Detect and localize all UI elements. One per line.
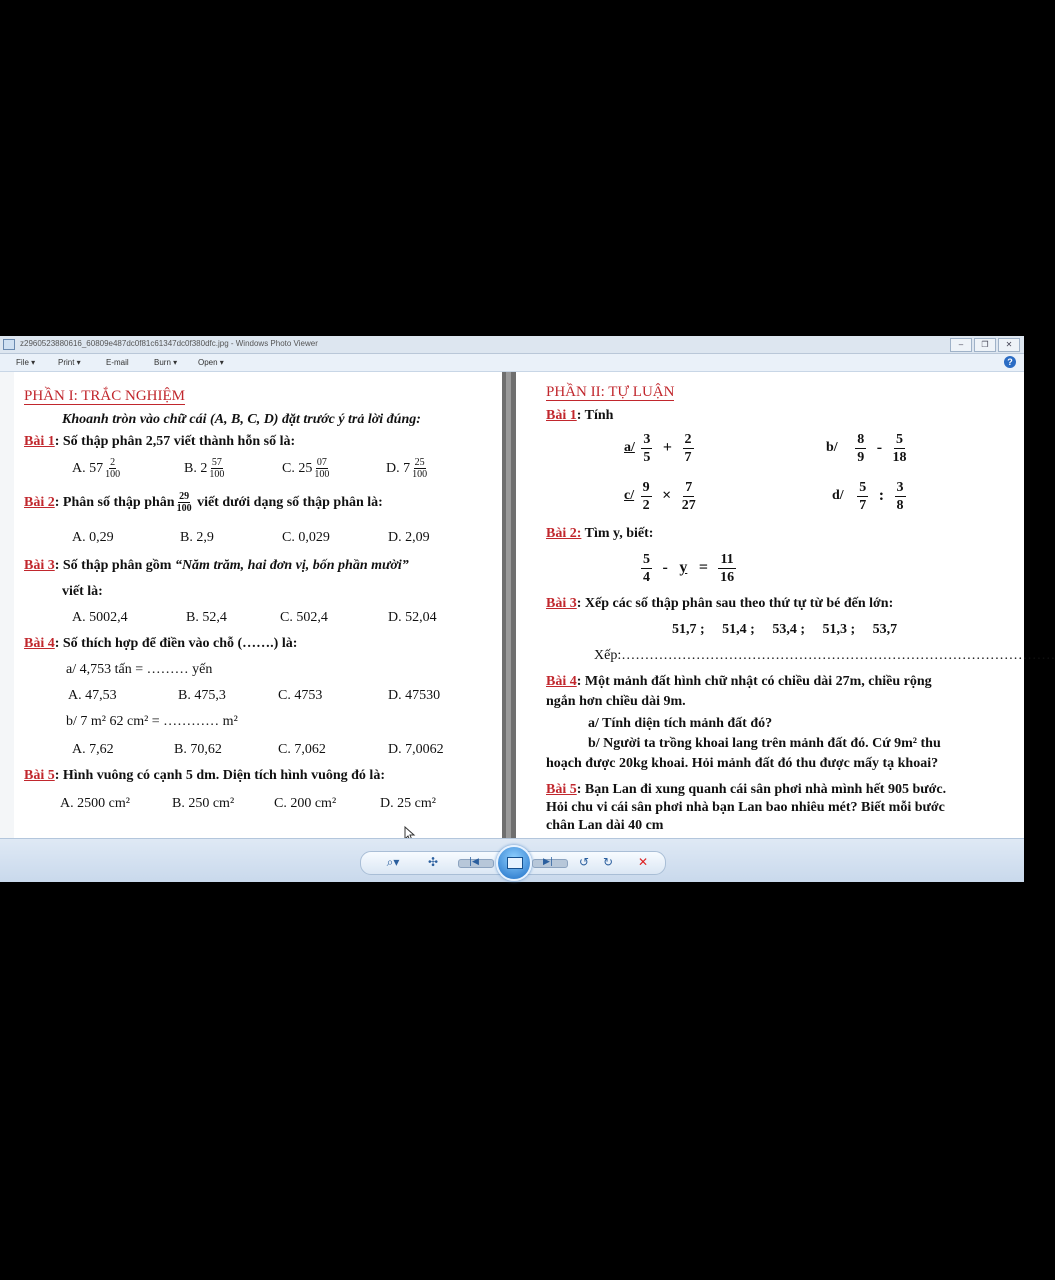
- photo-viewer-app-icon: [3, 339, 15, 350]
- q4b-option-d: D. 7,0062: [388, 742, 444, 757]
- question-3-cont: viết là:: [62, 584, 103, 599]
- question-3: Bài 3: Số thập phân gồm “Năm trăm, hai đơn vị, bốn phần mười”: [24, 558, 409, 573]
- q3-option-a: A. 5002,4: [72, 610, 128, 625]
- q5-option-a: A. 2500 cm²: [60, 796, 130, 811]
- essay-4-line2: ngắn hơn chiều dài 9m.: [546, 694, 686, 709]
- essay-4-part-b-cont: hoạch được 20kg khoai. Hỏi mảnh đất đó thu được mấy tạ khoai?: [546, 756, 939, 771]
- rotate-left-icon[interactable]: ↺: [578, 855, 590, 869]
- restore-button[interactable]: ❐: [974, 338, 996, 352]
- essay-4: Bài 4: Một mảnh đất hình chữ nhật có chiều dài 27m, chiều rộng: [546, 674, 932, 689]
- q2-option-a: A. 0,29: [72, 530, 114, 545]
- menu-burn[interactable]: Burn ▾: [154, 358, 178, 367]
- essay-1-c: c/ $\frac{9}{2}$ × $\frac{7}{27}$: [624, 479, 696, 513]
- q2-option-d: D. 2,09: [388, 530, 430, 545]
- question-1: Bài 1: Số thập phân 2,57 viết thành hỗn số là:: [24, 434, 296, 449]
- q2-option-b: B. 2,9: [180, 530, 214, 545]
- q3-option-b: B. 52,4: [186, 610, 227, 625]
- slideshow-icon: [507, 857, 523, 869]
- zoom-icon[interactable]: ⌕▾: [386, 855, 400, 869]
- q1-option-a: A. 57 $\frac{2}{100}$: [72, 457, 121, 481]
- essay-3: Bài 3: Xếp các số thập phân sau theo thứ tự từ bé đến lớn:: [546, 596, 894, 611]
- instruction: Khoanh tròn vào chữ cái (A, B, C, D) đặt trước ý trả lời đúng:: [62, 412, 421, 427]
- section-title-2: PHẦN II: TỰ LUẬN: [546, 384, 675, 400]
- question-4: Bài 4: Số thích hợp để điền vào chỗ (…….) là:: [24, 636, 298, 651]
- right-page: [516, 372, 1055, 838]
- essay-5-line2: Hỏi chu vi cái sân phơi nhà bạn Lan bao nhiêu mét? Biết mỗi bước: [546, 800, 945, 815]
- q4-part-b: b/ 7 m² 62 cm² = ………… m²: [66, 714, 238, 729]
- close-button[interactable]: ✕: [998, 338, 1020, 352]
- essay-5: Bài 5: Bạn Lan đi xung quanh cái sân phơi nhà mình hết 905 bước.: [546, 782, 947, 797]
- q4a-option-b: B. 475,3: [178, 688, 226, 703]
- title-bar: [0, 336, 1024, 354]
- rotate-right-icon[interactable]: ↻: [602, 855, 614, 869]
- q1-option-b: B. 2 $\frac{57}{100}$: [184, 457, 225, 481]
- page-gutter: [502, 372, 516, 838]
- q4a-option-a: A. 47,53: [68, 688, 117, 703]
- delete-icon[interactable]: ✕: [637, 855, 649, 869]
- next-icon[interactable]: ▶|: [543, 857, 553, 867]
- q3-option-c: C. 502,4: [280, 610, 328, 625]
- window-title: z2960523880616_60809e487dc0f81c61347dc0f380dfc.jpg - Windows Photo Viewer: [20, 339, 318, 348]
- q4b-option-b: B. 70,62: [174, 742, 222, 757]
- help-icon[interactable]: ?: [1004, 356, 1016, 368]
- menu-print[interactable]: Print ▾: [58, 358, 81, 367]
- essay-3-sort-line: Xếp:…………………………………………………………………………………: [594, 648, 1055, 663]
- minimize-button[interactable]: –: [950, 338, 972, 352]
- essay-3-numbers: 51,7 ; 51,4 ; 53,4 ; 51,3 ; 53,7: [672, 622, 898, 637]
- slideshow-button[interactable]: [496, 845, 532, 881]
- menu-email[interactable]: E-mail: [106, 358, 129, 367]
- q1-option-c: C. 25 $\frac{07}{100}$: [282, 457, 330, 481]
- essay-5-line3: chân Lan dài 40 cm: [546, 818, 664, 833]
- menu-file[interactable]: File ▾: [16, 358, 36, 367]
- q5-option-b: B. 250 cm²: [172, 796, 235, 811]
- photo-viewer-window: [0, 336, 1055, 881]
- q2-option-c: C. 0,029: [282, 530, 330, 545]
- menu-open[interactable]: Open ▾: [198, 358, 224, 367]
- essay-1-d: d/ $\frac{5}{7}$ : $\frac{3}{8}$: [832, 479, 904, 513]
- q1-option-d: D. 7 $\frac{25}{100}$: [386, 457, 428, 481]
- q4a-option-c: C. 4753: [278, 688, 323, 703]
- left-page: [14, 372, 502, 838]
- section-title-1: PHẦN I: TRẮC NGHIỆM: [24, 388, 185, 404]
- menu-bar: [0, 354, 1024, 372]
- previous-icon[interactable]: |◀: [469, 857, 479, 867]
- q4b-option-a: A. 7,62: [72, 742, 114, 757]
- fit-icon[interactable]: ✣: [427, 855, 439, 869]
- essay-4-part-a: a/ Tính diện tích mảnh đất đó?: [588, 716, 773, 731]
- q4a-option-d: D. 47530: [388, 688, 441, 703]
- essay-2-equation: $\frac{5}{4}$ - y = $\frac{11}{16}$: [643, 551, 735, 585]
- viewer-toolbar: [0, 838, 1024, 882]
- q3-option-d: D. 52,04: [388, 610, 437, 625]
- essay-1-a: a/ $\frac{3}{5}$ + $\frac{2}{7}$: [624, 431, 692, 465]
- question-5: Bài 5: Hình vuông có cạnh 5 dm. Diện tích hình vuông đó là:: [24, 768, 385, 783]
- q5-option-c: C. 200 cm²: [274, 796, 337, 811]
- left-margin: [0, 372, 14, 838]
- q4-part-a: a/ 4,753 tấn = ……… yến: [66, 662, 213, 677]
- essay-2: Bài 2: Tìm y, biết:: [546, 526, 654, 541]
- essay-1-b: b/ $\frac{8}{9}$ - $\frac{5}{18}$: [826, 431, 907, 465]
- essay-1: Bài 1: Tính: [546, 408, 614, 423]
- q4b-option-c: C. 7,062: [278, 742, 326, 757]
- essay-4-part-b: b/ Người ta trồng khoai lang trên mảnh đất đó. Cứ 9m² thu: [588, 736, 941, 751]
- question-2: Bài 2: Phân số thập phân $\frac{29}{100}$ viết dưới dạng số thập phân là:: [24, 491, 383, 515]
- q5-option-d: D. 25 cm²: [380, 796, 436, 811]
